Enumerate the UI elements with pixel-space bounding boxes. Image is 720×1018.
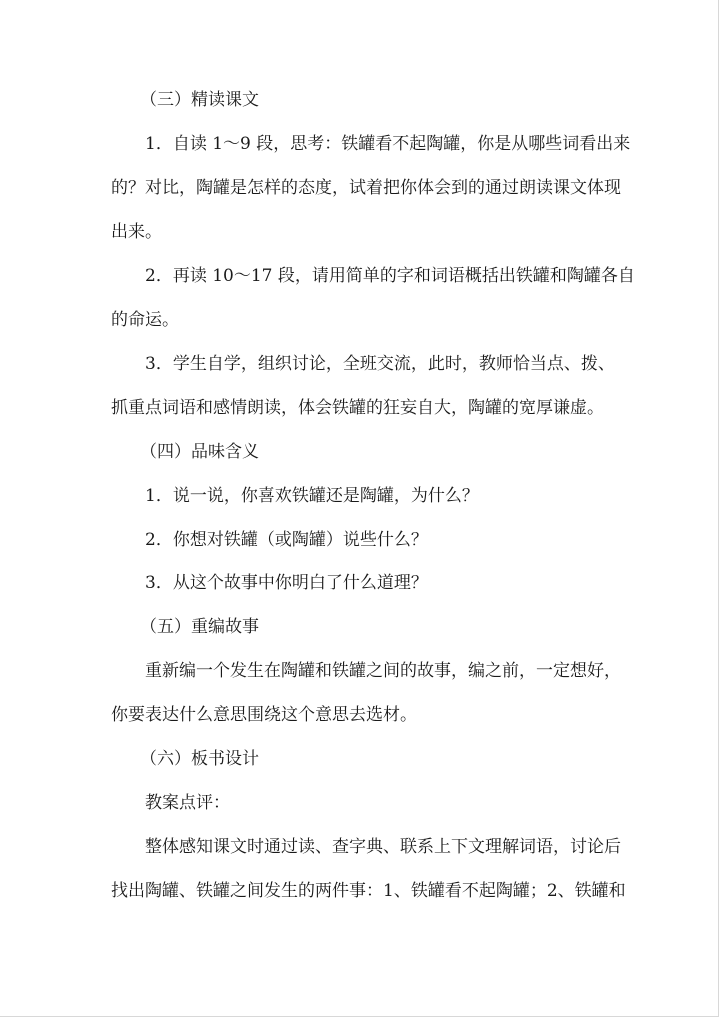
section-heading-6: （六）板书设计 [140, 749, 259, 769]
section-heading-5: （五）重编故事 [140, 617, 259, 637]
paragraph-line: 1．说一说，你喜欢铁罐还是陶罐，为什么？ [145, 486, 479, 506]
paragraph-line: 2．你想对铁罐（或陶罐）说些什么？ [145, 530, 428, 550]
paragraph-line: 找出陶罐、铁罐之间发生的两件事：1、铁罐看不起陶罐；2、铁罐和 [111, 881, 626, 901]
paragraph-line: 抓重点词语和感情朗读，体会铁罐的狂妄自大，陶罐的宽厚谦虚。 [111, 398, 604, 418]
paragraph-line: 你要表达什么意思围绕这个意思去选材。 [111, 705, 417, 725]
paragraph-line: 3．学生自学，组织讨论，全班交流，此时，教师恰当点、拨、 [145, 354, 615, 374]
section-heading-4: （四）品味含义 [140, 442, 259, 462]
paragraph-line: 整体感知课文时通过读、查字典、联系上下文理解词语，讨论后 [145, 837, 621, 857]
paragraph-line: 重新编一个发生在陶罐和铁罐之间的故事，编之前，一定想好， [145, 661, 621, 681]
paragraph-line: 2．再读 10～17 段，请用简单的字和词语概括出铁罐和陶罐各自 [145, 266, 635, 286]
commentary-heading: 教案点评： [145, 793, 230, 813]
section-heading-3: （三）精读课文 [140, 90, 259, 110]
paragraph-line: 的？对比，陶罐是怎样的态度，试着把你体会到的通过朗读课文体现 [111, 178, 621, 198]
paragraph-line: 的命运。 [111, 310, 179, 330]
paragraph-line: 3．从这个故事中你明白了什么道理？ [145, 573, 428, 593]
paragraph-line: 1．自读 1～9 段，思考：铁罐看不起陶罐，你是从哪些词看出来 [145, 134, 631, 154]
paragraph-line: 出来。 [111, 222, 162, 242]
